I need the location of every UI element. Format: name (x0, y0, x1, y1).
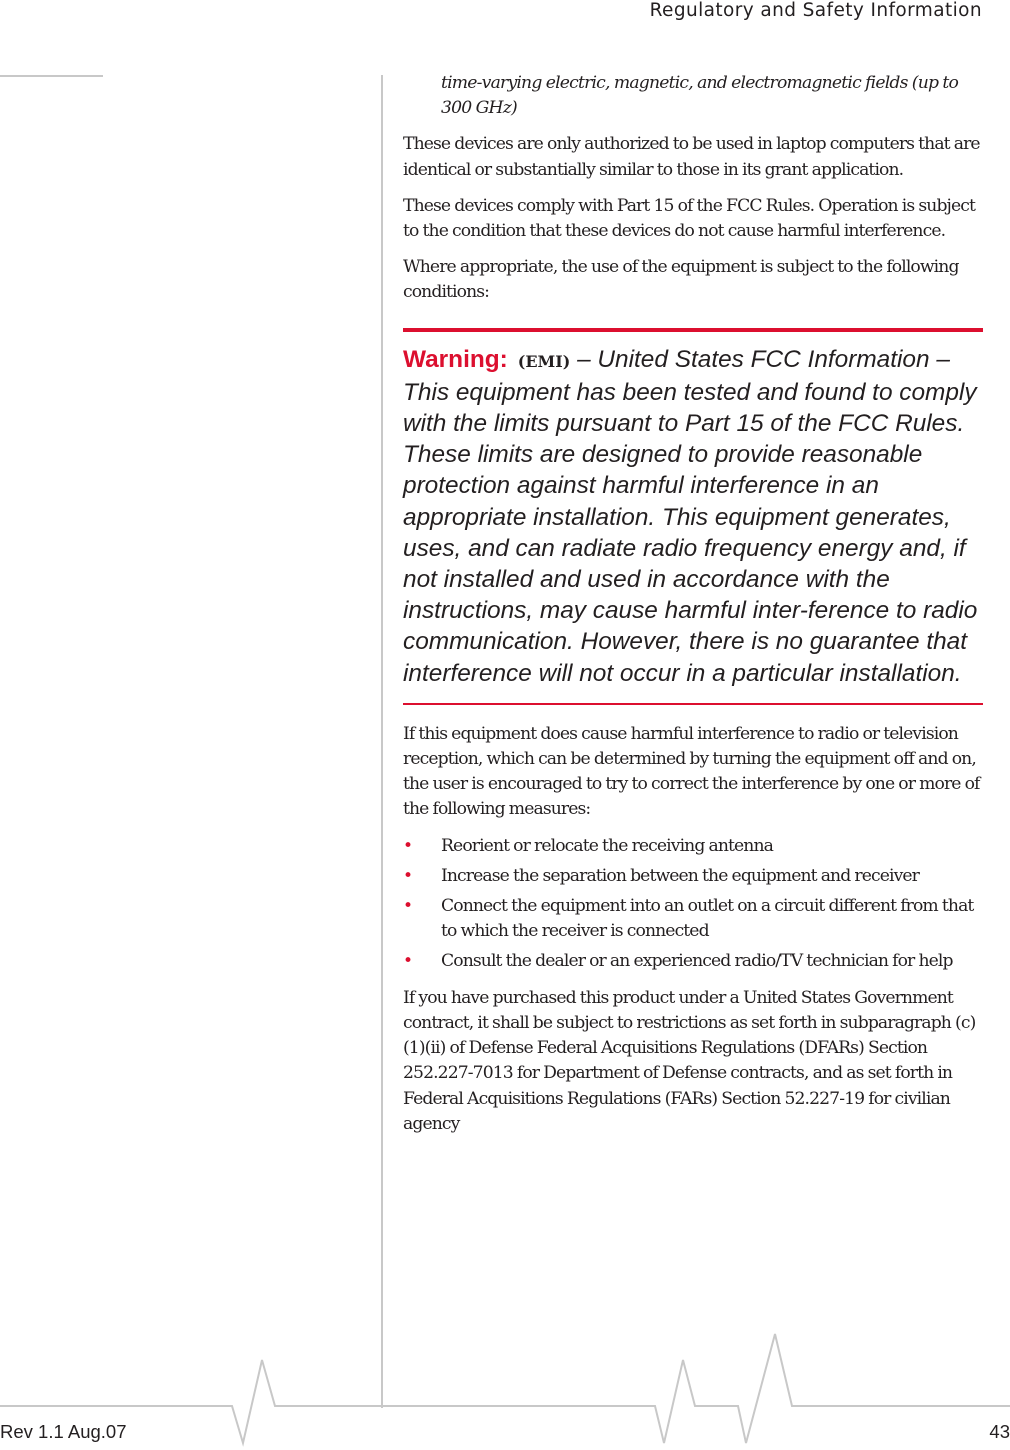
bullet-icon: • (403, 835, 413, 856)
list-item (403, 949, 983, 974)
main-content (403, 71, 983, 1148)
footer-revision: Rev 1.1 Aug.07 (0, 1421, 127, 1442)
bullet-icon: • (403, 896, 413, 917)
warning-tag: (EMI) (517, 351, 571, 371)
warning-box (403, 328, 983, 705)
intro-paragraph-2: These devices comply with Part 15 of the FCC Rules. Operation is subject to the condition that these devices do not cause harmful interference. (403, 195, 975, 242)
measures-section (403, 722, 983, 1137)
footer-page-number: 43 (989, 1421, 1010, 1442)
header-rule (0, 75, 103, 77)
bullet-icon: • (403, 865, 413, 886)
list-item-text: Consult the dealer or an experienced radio/TV technician for help (441, 951, 953, 972)
intro-continuation: time-varying electric, magnetic, and electromagnetic fields (up to 300 GHz) (441, 73, 958, 119)
government-contract-paragraph: If you have purchased this product under a United States Government contract, it shall be subject to restrictions as set forth in subparagraph (c)(1)(ii) of Defense Federal Acquisitions Regulations (DFARs) Section 252.227-7013 for Department of Defense contracts, and as set forth in Federal Acquisitions Regulations (FARs) Section 52.227-19 for civilian agency (403, 987, 976, 1134)
column-divider (381, 75, 383, 1408)
running-header-title: Regulatory and Safety Information (649, 0, 982, 21)
measures-intro: If this equipment does cause harmful interference to radio or television reception, which can be determined by turning the equipment off and on, the user is encouraged to try to correct the interference by one or more of the following measures: (403, 723, 980, 820)
bullet-icon: • (403, 951, 413, 972)
measures-list (403, 834, 983, 975)
list-item (403, 834, 983, 859)
footer-wave-decoration (0, 1320, 1010, 1450)
list-item (403, 894, 983, 944)
list-item (403, 864, 983, 889)
list-item-text: Reorient or relocate the receiving antenna (441, 835, 773, 856)
warning-body: – United States FCC Information – This equipment has been tested and found to comply with the limits pursuant to Part 15 of the FCC Rules. These limits are designed to provide reasonable protection against harmful interference in an appropriate installation. This equipment generates, uses, and can radiate radio frequency energy and, if not installed and used in accordance with the instructions, may cause harmful inter-ference to radio communication. However, there is no guarantee that interference will not occur in a particular installation. (403, 345, 978, 687)
warning-text (403, 344, 983, 689)
warning-label: Warning: (403, 345, 508, 373)
list-item-text: Increase the separation between the equipment and receiver (441, 865, 919, 886)
intro-paragraph-1: These devices are only authorized to be used in laptop computers that are identical or substantially similar to those in its grant application. (403, 134, 980, 180)
list-item-text: Connect the equipment into an outlet on a circuit different from that to which the receiver is connected (441, 896, 974, 942)
intro-paragraph-3: Where appropriate, the use of the equipment is subject to the following conditions: (403, 257, 959, 303)
